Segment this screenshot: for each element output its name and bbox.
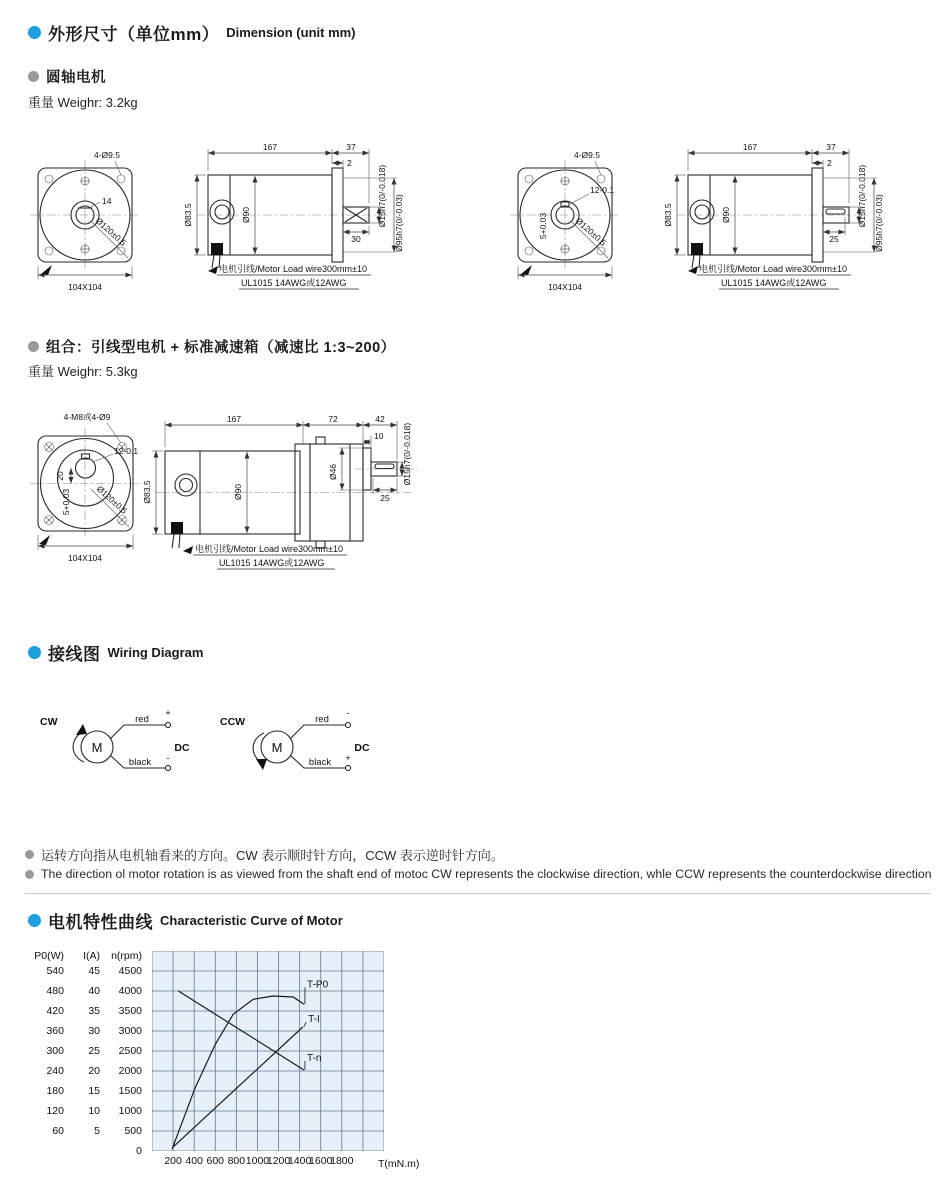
wire-note-1: 电机引线/Motor Load wire300mm±10: [195, 544, 343, 554]
combo-label: 组合：引线型电机 + 标准减速箱（减速比 1:3~200）: [46, 340, 396, 356]
y-tick: 5: [94, 1125, 100, 1137]
section-wiring-header: [28, 640, 203, 665]
x-tick: 1600: [309, 1155, 333, 1167]
combo-subheader: [28, 336, 396, 357]
dim-length: 167: [742, 142, 758, 152]
wiring-title-en: Wiring Diagram: [107, 645, 204, 660]
drawing-keyed-shaft-motor: [505, 138, 935, 296]
dim-shaft-len: 30: [351, 234, 361, 244]
round-motor-weight: 重量 Weighr: 3.2kg: [28, 95, 138, 110]
y-ticks-p0: [30, 944, 64, 1192]
front-view: [30, 150, 140, 292]
wiring-ccw: [220, 708, 370, 771]
dc-label: DC: [354, 742, 370, 754]
polarity-top: +: [165, 708, 171, 719]
round-motor-subheader: [28, 66, 106, 87]
base-dimension: [38, 535, 133, 550]
dim-flange: 37: [346, 142, 356, 152]
black-wire-label: black: [128, 757, 152, 768]
y-tick: 15: [88, 1085, 100, 1097]
y-tick: 120: [46, 1105, 64, 1117]
y-tick: 240: [46, 1065, 64, 1077]
note-zh-text: 运转方向指从电机轴看来的方向。CW 表示顺时针方向，CCW 表示逆时针方向。: [41, 848, 504, 863]
polarity-bottom: +: [345, 753, 351, 764]
dim-pilot: Ø120±0.5: [94, 483, 130, 516]
dim-step: 2: [347, 158, 352, 168]
side-view: [142, 414, 417, 569]
dim-hub: 10: [374, 431, 384, 441]
dim-shaft-dia: Ø15h7(0/-0.018): [857, 164, 867, 228]
dim-holes: 4-Ø9.5: [574, 150, 600, 160]
dim-shaft-dia: Ø15h7(0/-0.018): [402, 422, 412, 486]
series-T-I: [173, 1027, 303, 1147]
dim-shaft-ext: 42: [375, 414, 385, 424]
blue-bullet-icon: [28, 646, 41, 659]
x-tick: 200: [164, 1155, 182, 1167]
dimension-title-zh: 外形尺寸（单位mm）: [48, 25, 220, 44]
dim-key-width: 14: [102, 196, 112, 206]
dim-body-dia: Ø90: [233, 483, 243, 501]
front-view: [30, 412, 141, 563]
dim-holes: 4-M8或4-Ø9: [63, 412, 111, 422]
note-zh: [25, 845, 504, 864]
black-wire-label: black: [308, 757, 332, 768]
terminal-icon: [166, 766, 171, 771]
dim-keyway-width: 12-0.1: [590, 185, 615, 195]
y-tick-zero: 0: [136, 1145, 142, 1157]
y-ticks-n: [100, 944, 142, 1192]
dim-spigot-dia: Ø95h7(0/-0.03): [874, 194, 884, 252]
dim-shaft-dia: Ø15h7(0/-0.018): [377, 164, 387, 228]
terminal-icon: [346, 723, 351, 728]
cw-label: CW: [40, 716, 58, 728]
x-tick: 1200: [266, 1155, 291, 1167]
ccw-label: CCW: [220, 716, 246, 728]
curve-title-zh: 电机特性曲线: [48, 913, 153, 932]
gray-bullet-icon: [28, 71, 39, 82]
red-wire-label: red: [315, 714, 329, 725]
characteristic-curve-chart: [30, 944, 460, 1192]
dim-base: 104X104: [547, 282, 583, 292]
x-tick: 600: [206, 1155, 225, 1167]
section-curve-header: [28, 908, 343, 933]
motor-symbol: M: [91, 740, 103, 755]
dim-key-len: 25: [829, 234, 839, 244]
wire-note-1: 电机引线/Motor Load wire300mm±10: [699, 264, 847, 274]
dim-base: 104X104: [67, 553, 103, 563]
y-axis-label-p0: P0(W): [34, 950, 64, 962]
x-tick: 1800: [330, 1155, 354, 1167]
wiring-diagram: [30, 700, 390, 792]
dim-body-dia: Ø90: [721, 206, 731, 224]
y-tick: 1500: [118, 1085, 142, 1097]
dim-rear-dia: Ø83.5: [183, 203, 193, 227]
rotation-arrow-cw-icon: [73, 733, 84, 762]
wiring-cw: [40, 708, 190, 771]
leader-arrow: [688, 266, 698, 274]
y-tick: 4000: [118, 985, 142, 997]
polarity-top: -: [346, 708, 350, 719]
y-tick: 180: [46, 1085, 64, 1097]
y-axis-label-i: I(A): [83, 950, 100, 962]
wire-note-2: UL1015 14AWG或12AWG: [721, 278, 827, 288]
wire-note-1: 电机引线/Motor Load wire300mm±10: [219, 264, 367, 274]
y-tick: 40: [88, 985, 100, 997]
dim-offset: 20: [55, 471, 65, 481]
y-tick: 2000: [118, 1065, 142, 1077]
dim-keyway-height: 5+0.03: [538, 212, 548, 240]
y-tick: 45: [88, 965, 100, 977]
wire-note-2: UL1015 14AWG或12AWG: [241, 278, 347, 288]
y-tick: 420: [46, 1005, 64, 1017]
dim-keyway-width: 12-0.1: [114, 446, 139, 456]
dim-base: 104X104: [67, 282, 103, 292]
dim-body-dia: Ø90: [241, 206, 251, 224]
side-view: [663, 142, 884, 289]
x-tick: 1000: [245, 1155, 270, 1167]
blue-bullet-icon: [28, 914, 41, 927]
y-tick: 35: [88, 1005, 100, 1017]
dim-keyway-height: 5+0.03: [61, 488, 71, 516]
x-tick: 400: [185, 1155, 203, 1167]
y-tick: 360: [46, 1025, 64, 1037]
polarity-bottom: -: [166, 753, 170, 764]
section-dimension-header: [28, 20, 356, 45]
leader-arrow: [183, 546, 193, 554]
combo-weight: 重量 Weighr: 5.3kg: [28, 364, 138, 379]
series-leader: [304, 1022, 306, 1027]
note-en: [25, 867, 932, 881]
x-axis-label: T(mN.m): [378, 1158, 420, 1170]
y-tick: 60: [52, 1125, 64, 1137]
dim-flange: 37: [826, 142, 836, 152]
dim-pilot: Ø120±0.5: [93, 215, 129, 248]
side-view: [183, 142, 404, 289]
curve-title-en: Characteristic Curve of Motor: [160, 913, 343, 928]
y-tick: 20: [88, 1065, 100, 1077]
dc-label: DC: [174, 742, 190, 754]
series-T-P0: [172, 996, 304, 1149]
dim-spigot-dia: Ø95h7(0/-0.03): [394, 194, 404, 252]
y-tick: 480: [46, 985, 64, 997]
terminal-icon: [346, 766, 351, 771]
y-axis-label-n: n(rpm): [111, 950, 142, 962]
x-tick: 800: [227, 1155, 246, 1167]
dim-length: 167: [226, 414, 242, 424]
drawing-geared-motor: [25, 402, 465, 577]
front-view: [510, 150, 620, 292]
leader-arrow: [208, 266, 218, 274]
note-en-text: The direction ol motor rotation is as viewed from the shaft end of motoc CW represents the clockwise direction, whle CCW represents the counterdockwise direction: [41, 867, 932, 881]
length-dimensions: [208, 149, 369, 204]
round-motor-label: 圆轴电机: [46, 70, 106, 86]
dim-key-len: 25: [380, 493, 390, 503]
dimension-title-en: Dimension (unit mm): [226, 25, 356, 40]
length-dimensions: [688, 149, 849, 204]
y-tick: 300: [46, 1045, 64, 1057]
y-tick: 1000: [118, 1105, 142, 1117]
y-ticks-i: [70, 944, 100, 1192]
y-tick: 500: [124, 1125, 142, 1137]
wiring-title-zh: 接线图: [48, 645, 101, 664]
y-tick: 2500: [118, 1045, 142, 1057]
dim-holes: 4-Ø9.5: [94, 150, 120, 160]
terminal-icon: [166, 723, 171, 728]
y-tick: 25: [88, 1045, 100, 1057]
dim-step: 2: [827, 158, 832, 168]
red-wire-label: red: [135, 714, 149, 725]
series-label-T-I: T-I: [308, 1014, 320, 1025]
wire-note-2: UL1015 14AWG或12AWG: [219, 558, 325, 568]
dim-boss-dia: Ø46: [328, 463, 338, 481]
gray-bullet-icon: [25, 870, 34, 879]
rotation-arrow-ccw-icon: [253, 733, 264, 762]
gray-bullet-icon: [28, 341, 39, 352]
y-tick: 30: [88, 1025, 100, 1037]
dim-length: 167: [262, 142, 278, 152]
diameter-dimensions: [152, 448, 406, 534]
series-T-n: [178, 991, 304, 1070]
divider: [25, 893, 930, 894]
y-tick: 4500: [118, 965, 142, 977]
dim-rear-dia: Ø83.5: [142, 480, 152, 504]
x-tick: 1400: [287, 1155, 312, 1167]
y-tick: 3500: [118, 1005, 142, 1017]
blue-bullet-icon: [28, 26, 41, 39]
gray-bullet-icon: [25, 850, 34, 859]
series-label-T-n: T-n: [307, 1052, 322, 1064]
dim-rear-dia: Ø83.5: [663, 203, 673, 227]
dim-gear-len: 72: [328, 414, 338, 424]
dim-pilot: Ø120±0.5: [573, 215, 609, 248]
series-label-T-P0: T-P0: [307, 979, 329, 991]
motor-symbol: M: [271, 740, 283, 755]
y-tick: 3000: [118, 1025, 142, 1037]
drawing-round-shaft-motor: [25, 138, 445, 296]
curve-plot: [152, 951, 384, 1151]
y-tick: 10: [88, 1105, 100, 1117]
y-tick: 540: [46, 965, 64, 977]
